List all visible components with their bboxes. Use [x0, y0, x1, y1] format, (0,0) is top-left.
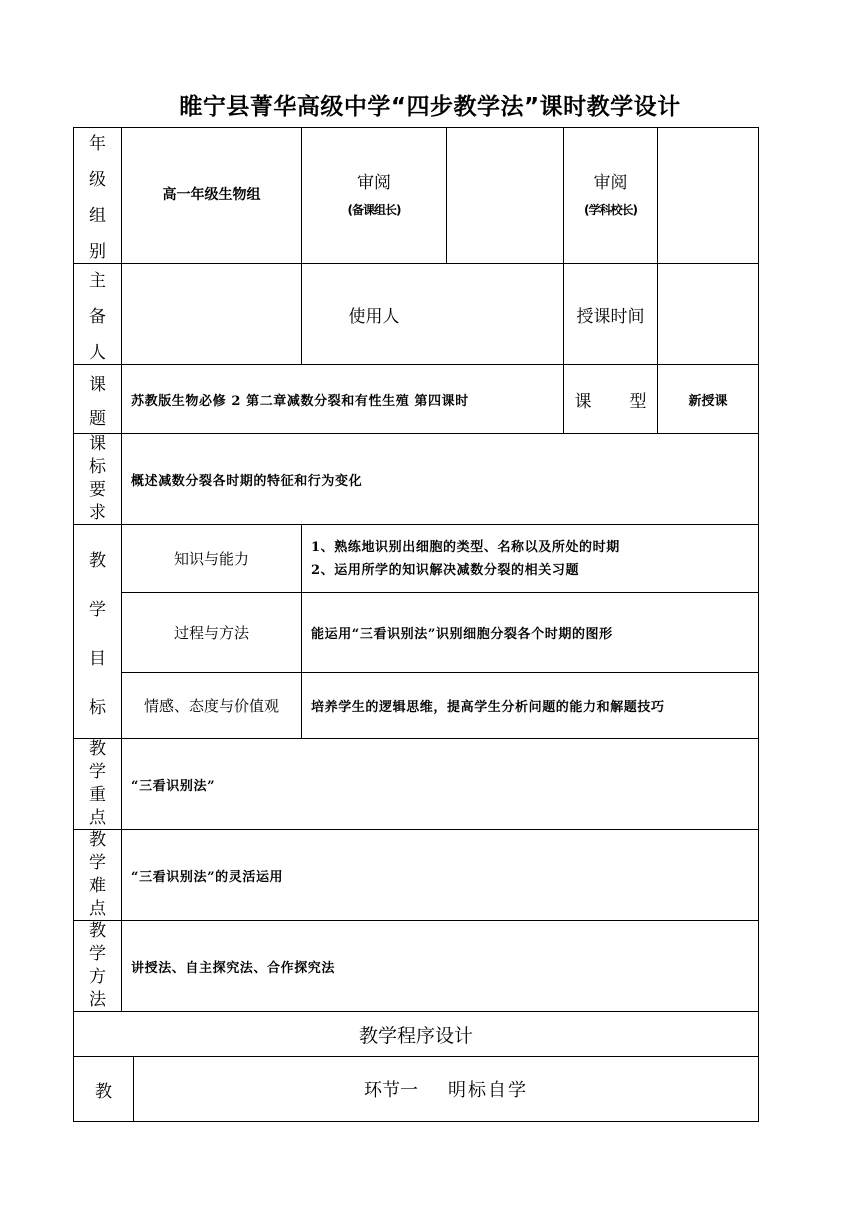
preparer-value[interactable]	[122, 264, 302, 365]
key-points-value: “三看识别法”	[122, 739, 759, 830]
lesson-type-label: 课 型	[564, 365, 658, 434]
review-principal-value[interactable]	[658, 128, 759, 264]
review-principal-label: 审阅 (学科校长)	[564, 128, 658, 264]
objective-emotion-label: 情感、态度与价值观	[122, 673, 302, 739]
curriculum-standard-value: 概述减数分裂各时期的特征和行为变化	[122, 434, 759, 525]
grade-group-label: 年 级 组 别	[74, 128, 122, 264]
lesson-design-table	[73, 127, 759, 1122]
objective-process-value: 能运用“三看识别法”识别细胞分裂各个时期的图形	[302, 593, 759, 673]
review-group-leader-value[interactable]	[447, 128, 564, 264]
teaching-time-label: 授课时间	[564, 264, 658, 365]
objective-emotion-value: 培养学生的逻辑思维，提高学生分析问题的能力和解题技巧	[302, 673, 759, 739]
topic-value: 苏教版生物必修 2 第二章减数分裂和有性生殖 第四课时	[122, 365, 564, 434]
objective-knowledge-label: 知识与能力	[122, 525, 302, 593]
program-design-heading: 教学程序设计	[74, 1012, 759, 1057]
objective-process-label: 过程与方法	[122, 593, 302, 673]
lesson-type-value: 新授课	[658, 365, 759, 434]
teaching-methods-label: 教 学 方 法	[74, 921, 122, 1012]
review-group-leader-label: 审阅 (备课组长)	[302, 128, 447, 264]
preparer-label: 主 备 人	[74, 264, 122, 365]
user-label: 使用人	[302, 264, 564, 365]
grade-group-value: 高一年级生物组	[122, 128, 302, 264]
teaching-methods-value: 讲授法、自主探究法、合作探究法	[122, 921, 759, 1012]
difficulties-label: 教 学 难 点	[74, 830, 122, 921]
teaching-time-value[interactable]	[658, 264, 759, 365]
section-one-heading: 环节一 明标自学	[134, 1057, 759, 1122]
document-title: 睢宁县菁华高级中学“四步教学法”课时教学设计	[179, 94, 681, 120]
teaching-objectives-label: 教 学 目 标	[74, 525, 122, 739]
key-points-label: 教 学 重 点	[74, 739, 122, 830]
program-side-label: 教	[74, 1057, 134, 1122]
difficulties-value: “三看识别法”的灵活运用	[122, 830, 759, 921]
curriculum-standard-label: 课 标 要 求	[74, 434, 122, 525]
topic-label: 课 题	[74, 365, 122, 434]
objective-knowledge-value: 1、熟练地识别出细胞的类型、名称以及所处的时期 2、运用所学的知识解决减数分裂的相关习题	[302, 525, 759, 593]
